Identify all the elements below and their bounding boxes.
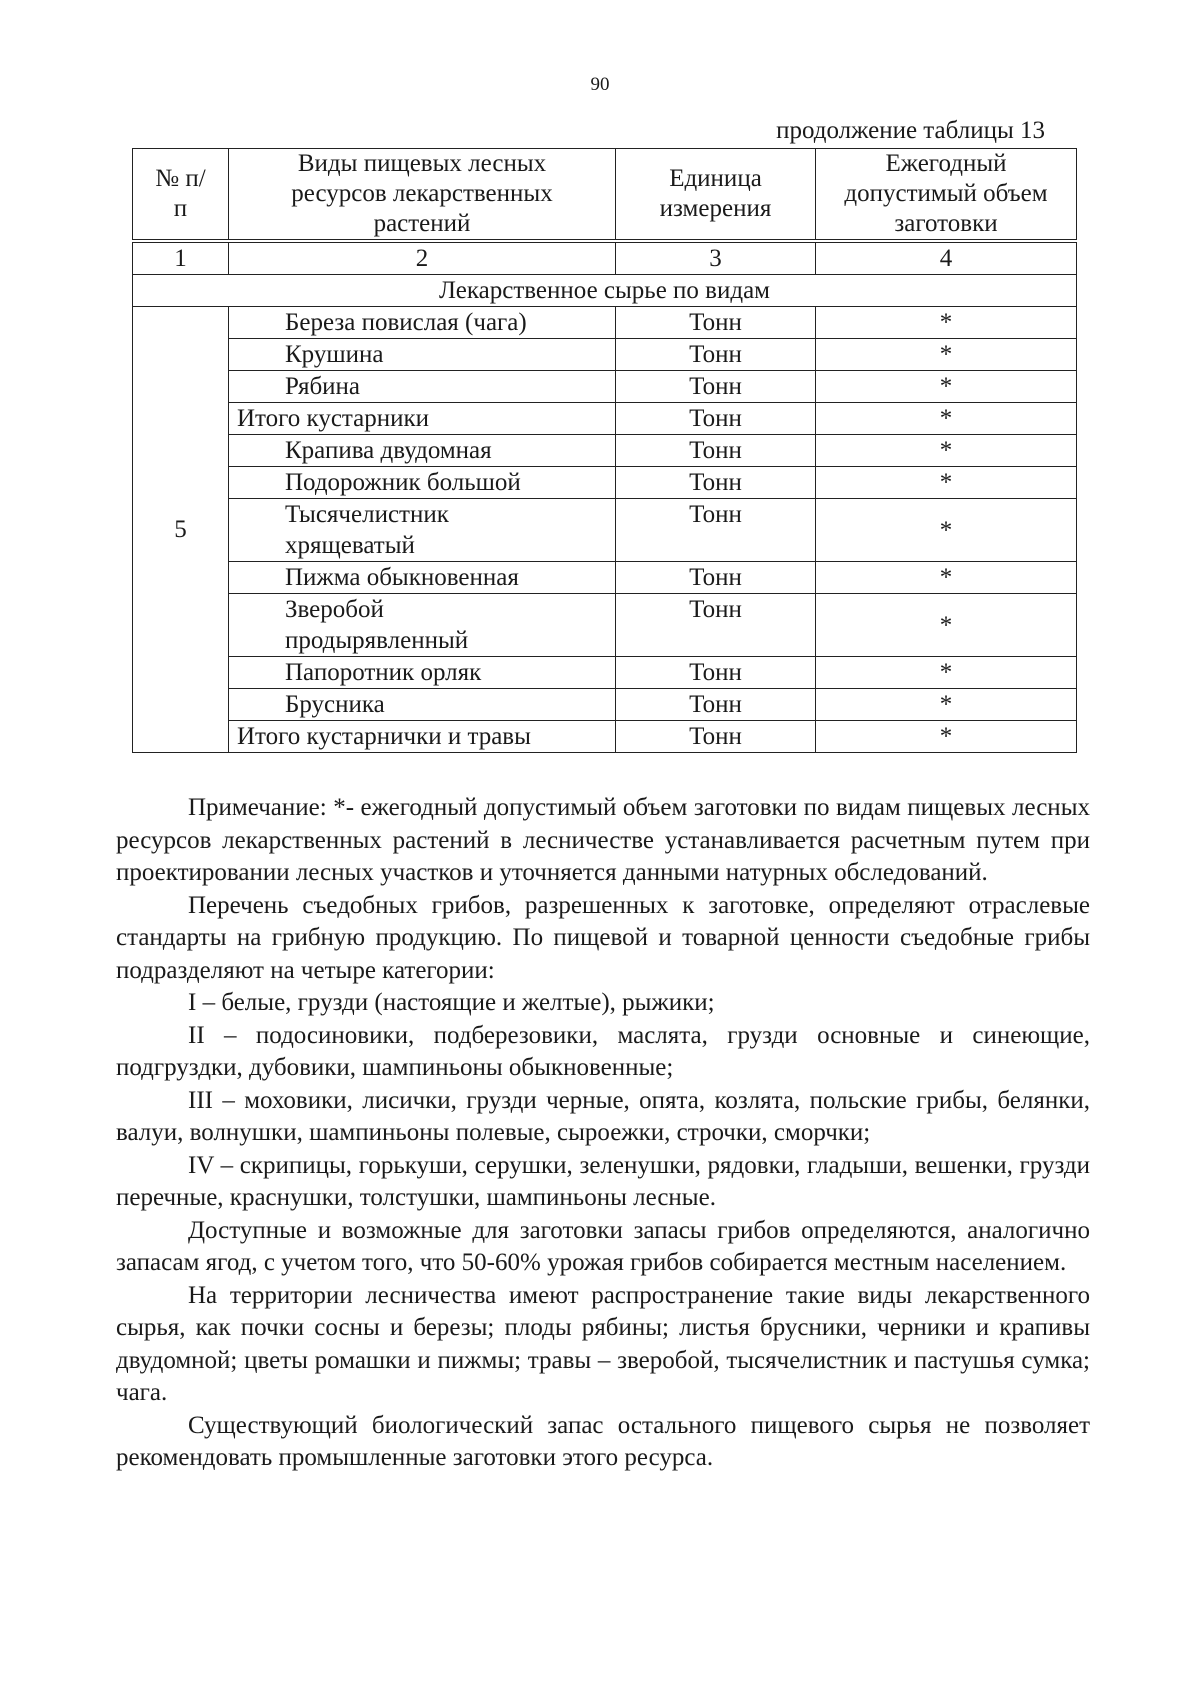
resource-name: Папоротник орляк [229,657,616,689]
category-item: III – моховики, лисички, грузди черные, опята, козлята, польские грибы, белянки, валуи, волнушки, шампиньоны полевые, сыроежки, строчки, сморчки; [116,1086,1090,1146]
table-row [133,339,1077,371]
forest-resources-table [132,148,1077,753]
table-row [133,467,1077,499]
unit-cell: Тонн [616,657,816,689]
table-row [133,435,1077,467]
volume-cell: * [816,689,1077,721]
volume-cell: * [816,435,1077,467]
volume-cell: * [816,657,1077,689]
table-row [133,689,1077,721]
volume-cell: * [816,562,1077,594]
volume-cell: * [816,307,1077,339]
header-number: № п/п [133,149,229,242]
unit-cell: Тонн [616,307,816,339]
volume-cell: * [816,403,1077,435]
unit-cell: Тонн [616,689,816,721]
column-number: 4 [816,241,1077,275]
unit-cell: Тонн [616,594,816,657]
resource-name: Пижма обыкновенная [229,562,616,594]
header-unit: Единица измерения [616,149,816,242]
volume-cell: * [816,594,1077,657]
body-paragraph: Доступные и возможные для заготовки запасы грибов определяются, аналогично запасам ягод, с учетом того, что 50-60% урожая грибов собирается местным населением. [116,1216,1090,1276]
table-row [133,721,1077,753]
volume-cell: * [816,371,1077,403]
table-row [133,371,1077,403]
unit-cell: Тонн [616,403,816,435]
column-number: 1 [133,241,229,275]
category-item: II – подосиновики, подберезовики, маслята, грузди основные и синеющие, подгруздки, дубовики, шампиньоны обыкновенные; [116,1021,1090,1081]
volume-cell: * [816,339,1077,371]
body-paragraph: Существующий биологический запас остального пищевого сырья не позволяет рекомендовать промышленные заготовки этого ресурса. [116,1411,1090,1471]
resource-subtotal: Итого кустарники [229,403,616,435]
body-paragraph: На территории лесничества имеют распространение такие виды лекарственного сырья, как почки сосны и березы; плоды рябины; листья брусники, черники и крапивы двудомной; цветы ромашки и пижмы; травы – зверобой, тысячелистник и пастушья сумка; чага. [116,1281,1090,1406]
resource-name: Крапива двудомная [229,435,616,467]
resource-subtotal: Итого кустарнички и травы [229,721,616,753]
unit-cell: Тонн [616,499,816,562]
section-row [133,275,1077,307]
table-row [133,307,1077,339]
unit-cell: Тонн [616,435,816,467]
resource-name: Рябина [229,371,616,403]
header-resource-type: Виды пищевых лесных ресурсов лекарственных растений [229,149,616,242]
table-row [133,594,1077,657]
note-paragraph: Примечание: *- ежегодный допустимый объем заготовки по видам пищевых лесных ресурсов лекарственных растений в лесничестве устанавливается расчетным путем при проектировании лесных участков и уточняется данными натурных обследований. [116,794,1090,886]
table-continuation-label: продолжение таблицы 13 [776,117,1045,144]
resource-name: Подорожник большой [229,467,616,499]
table-row [133,657,1077,689]
column-number: 2 [229,241,616,275]
table-header-row [133,149,1077,242]
volume-cell: * [816,721,1077,753]
unit-cell: Тонн [616,467,816,499]
unit-cell: Тонн [616,721,816,753]
resource-name: Береза повислая (чага) [229,307,616,339]
resource-name: Брусника [229,689,616,721]
group-number: 5 [133,307,229,753]
unit-cell: Тонн [616,562,816,594]
resource-name: Крушина [229,339,616,371]
body-text [116,792,1090,1475]
unit-cell: Тонн [616,339,816,371]
table-row [133,403,1077,435]
volume-cell: * [816,467,1077,499]
category-item: I – белые, грузди (настоящие и желтые), рыжики; [188,989,715,1016]
unit-cell: Тонн [616,371,816,403]
body-paragraph: Перечень съедобных грибов, разрешенных к заготовке, определяют отраслевые стандарты на грибную продукцию. По пищевой и товарной ценности съедобные грибы подразделяют на четыре категории: [116,891,1090,984]
page-number: 90 [590,74,610,95]
header-annual-volume: Ежегодный допустимый объем заготовки [816,149,1077,242]
section-title: Лекарственное сырье по видам [133,275,1077,307]
column-number: 3 [616,241,816,275]
resource-name: Тысячелистник хрящеватый [229,499,616,562]
volume-cell: * [816,499,1077,562]
column-number-row [133,241,1077,275]
table-row [133,499,1077,562]
resource-name: Зверобой продырявленный [229,594,616,657]
table-row [133,562,1077,594]
category-item: IV – скрипицы, горькуши, серушки, зеленушки, рядовки, гладыши, вешенки, грузди перечные, краснушки, толстушки, шампиньоны лесные. [116,1151,1090,1211]
